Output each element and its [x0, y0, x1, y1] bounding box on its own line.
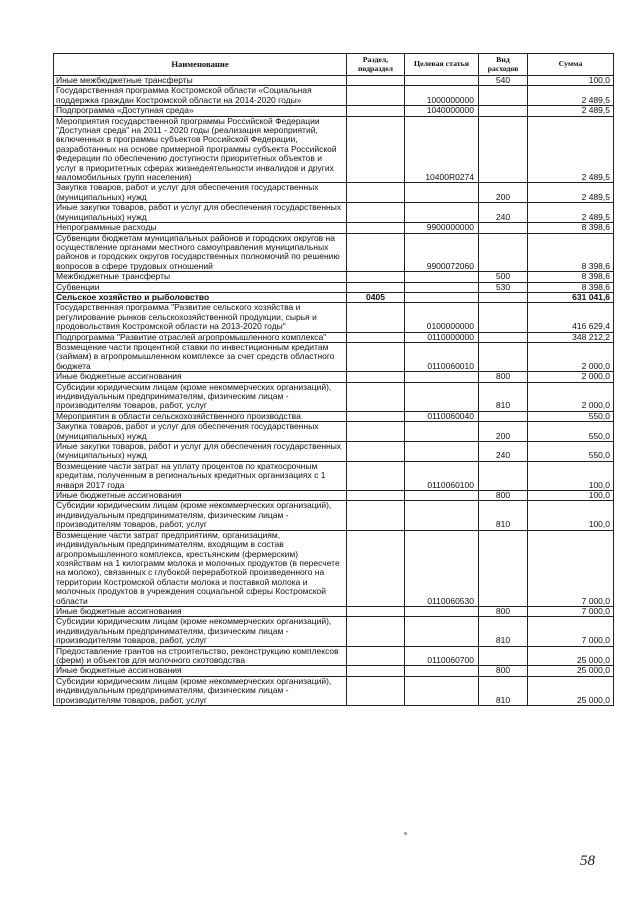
cell-expense [479, 646, 528, 666]
table-row [54, 666, 614, 676]
cell-expense: 200 [479, 422, 528, 442]
cell-name: Субвенции бюджетам муниципальных районов и городских округов на осуществление органами местного самоуправления муниципальных районов и городских округов государственных полномочий по решению вопросов в сфере трудовых отношений [54, 233, 347, 272]
cell-section [347, 282, 405, 292]
cell-expense: 810 [479, 501, 528, 530]
table-row [54, 86, 614, 106]
table-row [54, 272, 614, 282]
cell-target: 0100000000 [405, 303, 479, 332]
cell-expense [479, 303, 528, 332]
cell-target: 1000000000 [405, 86, 479, 106]
cell-expense: 540 [479, 76, 528, 86]
cell-sum: 100,0 [528, 461, 614, 490]
cell-name: Государственная программа Костромской области «Социальная поддержка граждан Костромской области на 2014-2020 годы» [54, 86, 347, 106]
table-body [54, 76, 614, 706]
cell-expense [479, 530, 528, 606]
cell-name: Мероприятия государственной программы Российской Федерации "Доступная среда" на 2011 - 2020 годы (реализация мероприятий, включенных в программы субъектов Российской Федерации, разработанных на основе примерной программы субъекта Российской Федерации по обеспечению доступности приоритетных объектов и услуг в приоритетных сферах жизнедеятельности инвалидов и других маломобильных групп населения) [54, 116, 347, 183]
cell-section [347, 183, 405, 203]
cell-target [405, 382, 479, 411]
cell-sum: 2 489,5 [528, 116, 614, 183]
cell-name: Возмещение части затрат на уплату процентов по краткосрочным кредитам, полученным в региональных кредитных организациях с 1 января 2017 года [54, 461, 347, 490]
header-sum: Сумма [528, 54, 614, 76]
cell-target [405, 203, 479, 223]
cell-expense [479, 106, 528, 116]
cell-name: Закупка товаров, работ и услуг для обеспечения государственных (муниципальных) нужд [54, 422, 347, 442]
cell-section [347, 332, 405, 342]
cell-sum: 550,0 [528, 411, 614, 421]
cell-name: Государственная программа "Развитие сельского хозяйства и регулирование рынков сельскохозяйственной продукции, сырья и продовольствия Костромской области на 2013-2020 годы" [54, 303, 347, 332]
cell-target [405, 292, 479, 302]
table-row [54, 501, 614, 530]
cell-target [405, 183, 479, 203]
cell-name: Возмещение части процентной ставки по инвестиционным кредитам (займам) в агропромышленном комплексе за счет средств областного бюджета [54, 342, 347, 371]
cell-expense: 530 [479, 282, 528, 292]
cell-sum: 550,0 [528, 442, 614, 462]
cell-expense: 800 [479, 666, 528, 676]
cell-target [405, 491, 479, 501]
header-section: Раздел, подраздел [347, 54, 405, 76]
table-row [54, 617, 614, 646]
table-row [54, 203, 614, 223]
cell-section [347, 106, 405, 116]
cell-expense: 800 [479, 491, 528, 501]
cell-name: Субсидии юридическим лицам (кроме некоммерческих организаций), индивидуальным предпринимателям, физическим лицам - производителям товаров, работ, услуг [54, 501, 347, 530]
table-row [54, 116, 614, 183]
cell-name: Непрограммные расходы [54, 223, 347, 233]
cell-target: 9900000000 [405, 223, 479, 233]
budget-table-sheet [53, 53, 613, 706]
cell-name: Субсидии юридическим лицам (кроме некоммерческих организаций), индивидуальным предпринимателям, физическим лицам - производителям товаров, работ, услуг [54, 382, 347, 411]
table-row [54, 461, 614, 490]
table-row [54, 342, 614, 371]
cell-target: 0110060010 [405, 342, 479, 371]
cell-name: Иные бюджетные ассигнования [54, 666, 347, 676]
table-row [54, 233, 614, 272]
header-name: Наименование [54, 54, 347, 76]
cell-section [347, 272, 405, 282]
table-row [54, 106, 614, 116]
cell-expense: 810 [479, 617, 528, 646]
cell-sum: 2 489,5 [528, 203, 614, 223]
cell-section [347, 76, 405, 86]
cell-name: Подпрограмма "Развитие отраслей агропромышленного комплекса" [54, 332, 347, 342]
cell-section [347, 676, 405, 705]
cell-sum: 25 000,0 [528, 646, 614, 666]
cell-name: Иные бюджетные ассигнования [54, 491, 347, 501]
cell-name: Межбюджетные трансферты [54, 272, 347, 282]
table-row [54, 606, 614, 616]
cell-name: Подпрограмма «Доступная среда» [54, 106, 347, 116]
cell-section [347, 382, 405, 411]
cell-expense [479, 411, 528, 421]
cell-section [347, 666, 405, 676]
cell-target: 1040000000 [405, 106, 479, 116]
cell-name: Иные закупки товаров, работ и услуг для обеспечения государственных (муниципальных) нужд [54, 442, 347, 462]
cell-name: Возмещение части затрат предприятиям, организациям, индивидуальным предпринимателям, входящим в состав агропромышленного комплекса, крестьянским (фермерским) хозяйствам на 1 килограмм молока и молочных продуктов (в пересчете на молоко), связанных с глубокой переработкой произведенного на территории Костромской области молока и поставкой молока и молочных продуктов в учреждения социальной сферы Костромской области [54, 530, 347, 606]
cell-sum: 7 000,0 [528, 530, 614, 606]
cell-expense: 200 [479, 183, 528, 203]
table-row [54, 646, 614, 666]
cell-target [405, 442, 479, 462]
table-row [54, 530, 614, 606]
cell-sum: 7 000,0 [528, 606, 614, 616]
cell-sum: 550,0 [528, 422, 614, 442]
cell-expense [479, 461, 528, 490]
cell-expense: 810 [479, 676, 528, 705]
cell-section [347, 422, 405, 442]
table-header-row [54, 54, 614, 76]
cell-target: 0110060040 [405, 411, 479, 421]
cell-sum: 2 489,5 [528, 86, 614, 106]
cell-sum: 416 629,4 [528, 303, 614, 332]
table-row [54, 76, 614, 86]
cell-section [347, 372, 405, 382]
cell-sum: 8 398,6 [528, 233, 614, 272]
cell-name: Закупка товаров, работ и услуг для обеспечения государственных (муниципальных) нужд [54, 183, 347, 203]
budget-table [53, 53, 614, 706]
cell-expense: 810 [479, 382, 528, 411]
cell-section [347, 646, 405, 666]
cell-target [405, 282, 479, 292]
cell-expense [479, 332, 528, 342]
cell-name: Мероприятия в области сельскохозяйственного производства [54, 411, 347, 421]
cell-sum: 25 000,0 [528, 676, 614, 705]
cell-name: Субсидии юридическим лицам (кроме некоммерческих организаций), индивидуальным предпринимателям, физическим лицам - производителям товаров, работ, услуг [54, 617, 347, 646]
table-row [54, 292, 614, 302]
cell-sum: 100,0 [528, 76, 614, 86]
cell-sum: 100,0 [528, 501, 614, 530]
cell-sum: 2 000,0 [528, 382, 614, 411]
table-row [54, 491, 614, 501]
table-row [54, 442, 614, 462]
cell-expense: 800 [479, 372, 528, 382]
cell-section: 0405 [347, 292, 405, 302]
cell-sum: 8 398,6 [528, 272, 614, 282]
cell-target: 10400R0274 [405, 116, 479, 183]
cell-expense [479, 223, 528, 233]
cell-target [405, 422, 479, 442]
cell-sum: 631 041,6 [528, 292, 614, 302]
cell-target: 0110060530 [405, 530, 479, 606]
cell-section [347, 342, 405, 371]
cell-name: Субсидии юридическим лицам (кроме некоммерческих организаций), индивидуальным предпринимателям, физическим лицам - производителям товаров, работ, услуг [54, 676, 347, 705]
cell-name: Предоставление грантов на строительство, реконструкцию комплексов (ферм) и объектов для молочного скотоводства [54, 646, 347, 666]
cell-section [347, 303, 405, 332]
header-expense: Вид расходов [479, 54, 528, 76]
cell-section [347, 86, 405, 106]
table-row [54, 282, 614, 292]
cell-section [347, 223, 405, 233]
cell-expense: 800 [479, 606, 528, 616]
cell-sum: 100,0 [528, 491, 614, 501]
cell-target [405, 676, 479, 705]
cell-name: Иные межбюджетные трансферты [54, 76, 347, 86]
cell-expense [479, 342, 528, 371]
scan-dot [404, 832, 407, 835]
page-number: 58 [580, 853, 595, 869]
cell-expense: 240 [479, 442, 528, 462]
cell-name: Субвенции [54, 282, 347, 292]
cell-expense [479, 292, 528, 302]
cell-section [347, 501, 405, 530]
cell-target [405, 501, 479, 530]
cell-target [405, 272, 479, 282]
cell-name: Иные закупки товаров, работ и услуг для обеспечения государственных (муниципальных) нужд [54, 203, 347, 223]
cell-expense [479, 116, 528, 183]
cell-expense: 240 [479, 203, 528, 223]
cell-sum: 2 489,5 [528, 106, 614, 116]
table-row [54, 183, 614, 203]
cell-target [405, 617, 479, 646]
cell-section [347, 233, 405, 272]
table-row [54, 422, 614, 442]
table-row [54, 332, 614, 342]
cell-sum: 25 000,0 [528, 666, 614, 676]
cell-sum: 2 000,0 [528, 342, 614, 371]
cell-section [347, 442, 405, 462]
cell-sum: 8 398,6 [528, 223, 614, 233]
cell-name: Сельское хозяйство и рыболовство [54, 292, 347, 302]
cell-section [347, 491, 405, 501]
cell-section [347, 411, 405, 421]
table-row [54, 223, 614, 233]
cell-expense: 500 [479, 272, 528, 282]
cell-name: Иные бюджетные ассигнования [54, 372, 347, 382]
cell-sum: 348 212,2 [528, 332, 614, 342]
cell-section [347, 530, 405, 606]
cell-target: 0110060700 [405, 646, 479, 666]
cell-sum: 7 000,0 [528, 617, 614, 646]
cell-expense [479, 86, 528, 106]
table-row [54, 411, 614, 421]
table-row [54, 382, 614, 411]
cell-section [347, 461, 405, 490]
cell-section [347, 116, 405, 183]
cell-target [405, 606, 479, 616]
cell-sum: 2 000,0 [528, 372, 614, 382]
cell-expense [479, 233, 528, 272]
cell-target: 0110000000 [405, 332, 479, 342]
cell-sum: 8 398,6 [528, 282, 614, 292]
cell-target [405, 372, 479, 382]
table-row [54, 303, 614, 332]
cell-target: 0110060100 [405, 461, 479, 490]
cell-sum: 2 489,5 [528, 183, 614, 203]
cell-target: 9900072060 [405, 233, 479, 272]
cell-section [347, 606, 405, 616]
cell-target [405, 76, 479, 86]
cell-target [405, 666, 479, 676]
cell-section [347, 203, 405, 223]
header-target: Целевая статья [405, 54, 479, 76]
cell-section [347, 617, 405, 646]
table-row [54, 372, 614, 382]
table-row [54, 676, 614, 705]
cell-name: Иные бюджетные ассигнования [54, 606, 347, 616]
